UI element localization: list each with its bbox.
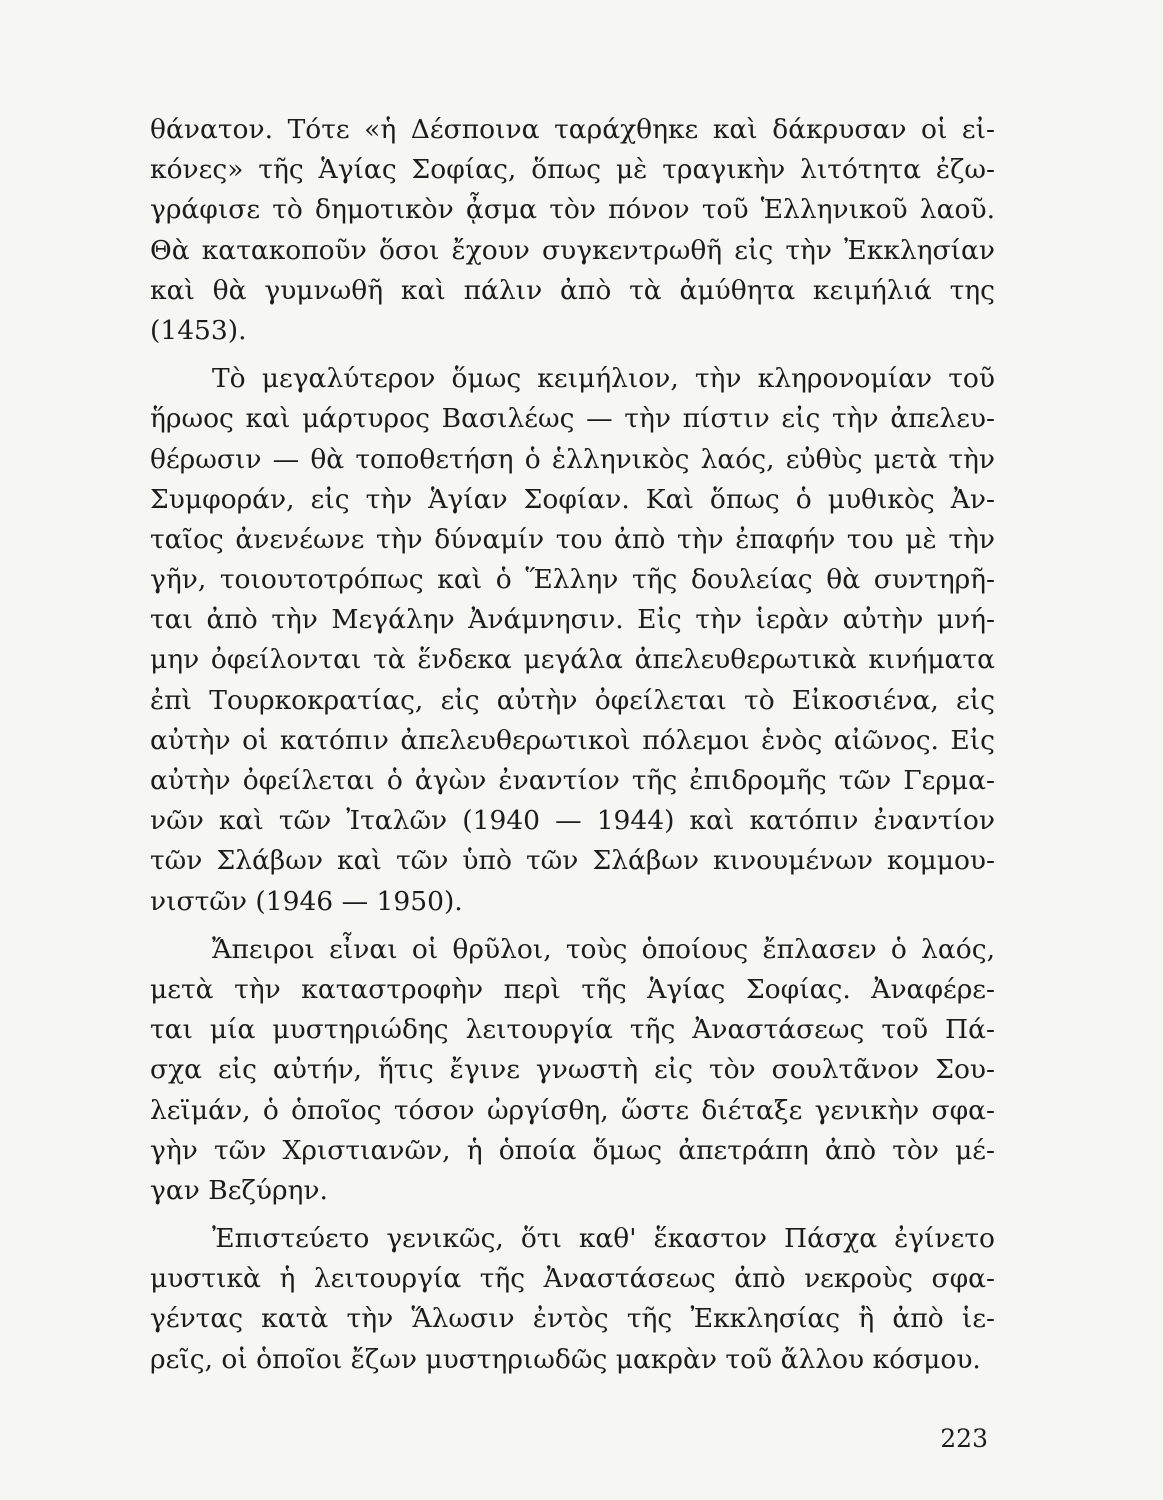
text-line: νιστῶν (1946 — 1950). [150,885,463,917]
text-line: θάνατον. Τότε «ἡ Δέσποινα ταράχθηκε καὶ δάκρυσαν οἱ εἰ- [150,114,995,145]
text-line: σχα εἰς αὐτήν, ἥτις ἔγινε γνωστὴ εἰς τὸν σουλτᾶνον Σου- [150,1054,995,1086]
text-line: ἐπὶ Τουρκοκρατίας, εἰς αὐτὴν ὀφείλεται τὸ Εἰκοσιένα, εἰς [150,684,995,716]
text-line: μην ὀφείλονται τὰ ἕνδεκα μεγάλα ἀπελευθερωτικὰ κινήματα [150,644,995,676]
text-line: ταῖος ἀνενέωνε τὴν δύναμίν του ἀπὸ τὴν ἐπαφήν του μὲ τὴν [150,523,995,555]
text-line: Ἄπειροι εἶναι οἱ θρῦλοι, τοὺς ὁποίους ἔπλασεν ὁ λαός, [212,933,995,965]
text-line: ται ἀπὸ τὴν Μεγάλην Ἀνάμνησιν. Εἰς τὴν ἱερὰν αὐτὴν μνή- [150,604,995,636]
text-line: θέρωσιν — θὰ τοποθετήση ὁ ἑλληνικὸς λαός, εὐθὺς μετὰ τὴν [150,443,995,475]
text-line: καὶ θὰ γυμνωθῆ καὶ πάλιν ἀπὸ τὰ ἀμύθητα κειμήλιά της [150,274,995,306]
text-line: ται μία μυστηριώδης λειτουργία τῆς Ἀναστάσεως τοῦ Πά- [150,1014,995,1046]
paragraph-4 [150,1219,995,1380]
text-line: κόνες» τῆς Ἁγίας Σοφίας, ὅπως μὲ τραγικὴν λιτότητα ἐζω- [150,154,995,186]
text-line: λεϊμάν, ὁ ὁποῖος τόσον ὠργίσθη, ὥστε διέταξε γενικὴν σφα- [150,1094,995,1126]
text-line: γέντας κατὰ τὴν Ἅλωσιν ἐντὸς τῆς Ἐκκλησίας ἢ ἀπὸ ἱε- [150,1303,995,1335]
body-text [150,110,995,1388]
text-line: Τὸ μεγαλύτερον ὅμως κειμήλιον, τὴν κληρονομίαν τοῦ [212,363,995,395]
text-line: γῆν, τοιουτοτρόπως καὶ ὁ Ἕλλην τῆς δουλείας θὰ συντηρῆ- [150,564,995,596]
text-line: αὐτὴν ὀφείλεται ὁ ἀγὼν ἐναντίον τῆς ἐπιδρομῆς τῶν Γερμα- [150,765,995,796]
text-line: ἥρωος καὶ μάρτυρος Βασιλέως — τὴν πίστιν εἰς τὴν ἀπελευ- [150,403,995,435]
text-line: Θὰ κατακοποῦν ὅσοι ἔχουν συγκεντρωθῆ εἰς τὴν Ἐκκλησίαν [150,234,995,266]
text-line: τῶν Σλάβων καὶ τῶν ὑπὸ τῶν Σλάβων κινουμένων κομμου- [150,845,995,877]
text-line: νῶν καὶ τῶν Ἰταλῶν (1940 — 1944) καὶ κατόπιν ἐναντίον [150,805,995,837]
paragraph-1 [150,110,995,351]
page-number: 223 [940,1424,988,1453]
paragraph-3 [150,930,995,1211]
text-line: γαν Βεζύρην. [150,1174,328,1206]
text-line: ρεῖς, οἱ ὁποῖοι ἔζων μυστηριωδῶς μακρὰν τοῦ ἄλλου κόσμου. [150,1343,981,1375]
text-line: μυστικὰ ἡ λειτουργία τῆς Ἀναστάσεως ἀπὸ νεκροὺς σφα- [150,1263,995,1295]
paragraph-2 [150,359,995,922]
text-line: γράφισε τὸ δημοτικὸν ᾆσμα τὸν πόνον τοῦ Ἑλληνικοῦ λαοῦ. [150,194,995,226]
text-line: αὐτὴν οἱ κατόπιν ἀπελευθερωτικοὶ πόλεμοι ἑνὸς αἰῶνος. Εἰς [150,724,995,756]
text-line: (1453). [150,314,247,346]
text-line: γὴν τῶν Χριστιανῶν, ἡ ὁποία ὅμως ἀπετράπη ἀπὸ τὸν μέ- [150,1134,995,1166]
text-line: Συμφοράν, εἰς τὴν Ἁγίαν Σοφίαν. Καὶ ὅπως ὁ μυθικὸς Ἀν- [150,483,995,515]
text-line: μετὰ τὴν καταστροφὴν περὶ τῆς Ἁγίας Σοφίας. Ἀναφέρε- [150,973,995,1005]
text-line: Ἐπιστεύετο γενικῶς, ὅτι καθ' ἕκαστον Πάσχα ἐγίνετο [212,1223,995,1255]
